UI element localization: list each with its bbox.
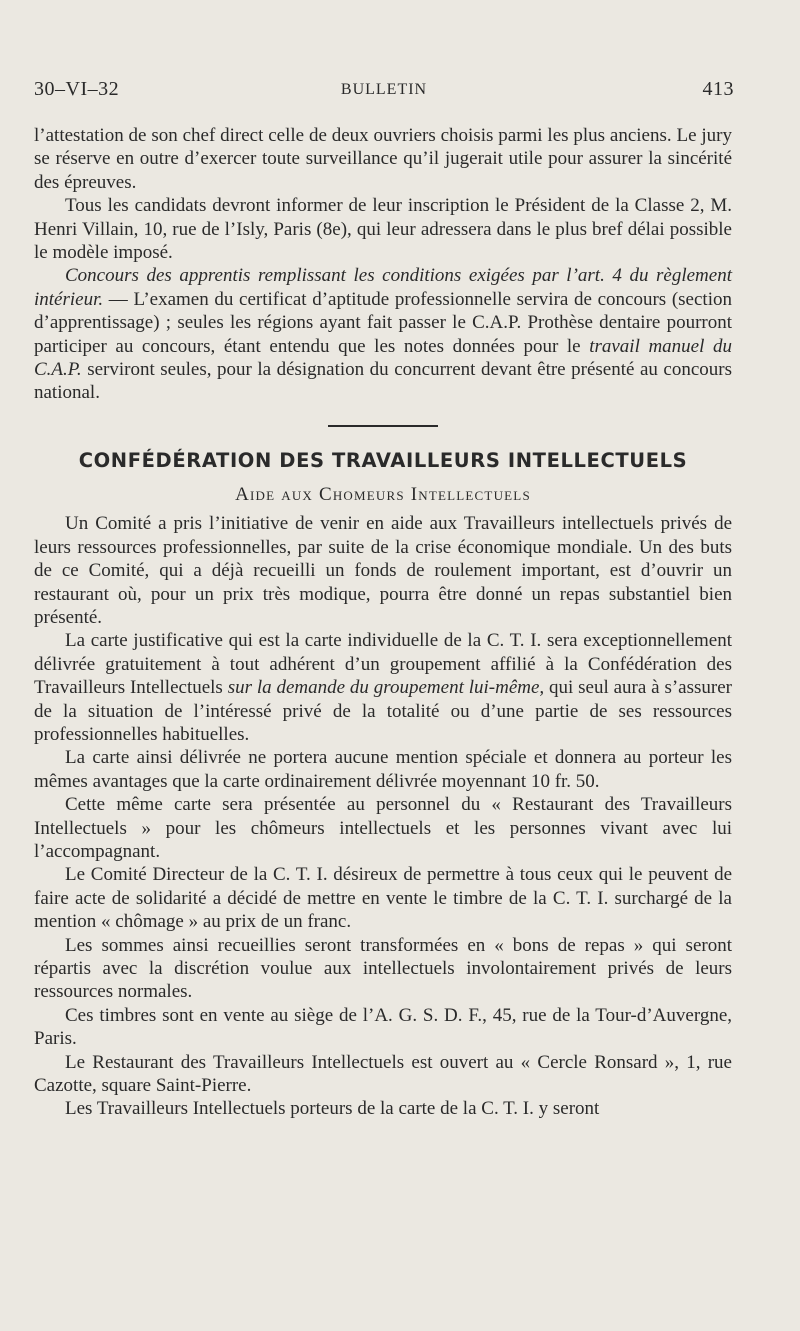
running-header [34, 78, 734, 108]
header-title: BULLETIN [340, 81, 428, 98]
page-number: 413 [702, 78, 734, 100]
apprentis-heading: Concours des apprentis remplissant les conditions exigées par l’art. 4 du règlement intérieur. [34, 265, 732, 310]
paragraph-2-text-b: qui seul aura à s’assurer de la situation de l’intéressé privé de la totalité ou d’une partie de ses ressources professionnelles habituelles. [34, 677, 732, 745]
intro-paragraph-1: l’attestation de son chef direct celle de deux ouvriers choisis parmi les plus anciens. Le jury se réserve en outre d’exercer toute surveillance qu’il jugerait utile pour assurer la sincérité des épreuves. [34, 125, 732, 193]
paragraph-1: Un Comité a pris l’initiative de venir en aide aux Travailleurs intellectuels privés de leurs ressources professionnelles, par suite de la crise économique mondiale. Un des buts de ce Comité, qui a déjà recueilli un fonds de roulement important, est d’ouvrir un restaurant où, pour un prix très modique, pourra être donné un repas substantiel bien présenté. [34, 513, 732, 628]
paragraph-6: Les sommes ainsi recueillies seront transformées en « bons de repas » qui seront répartis avec la discrétion voulue aux intellectuels involontairement privés de leurs ressources normales. [34, 934, 732, 1003]
paragraph-2-emphasis: sur la demande du groupement lui-même, [227, 677, 545, 699]
apprentis-emphasis: travail manuel du C.A.P. [34, 335, 732, 381]
page-body [34, 124, 732, 1121]
paragraph-7: Ces timbres sont en vente au siège de l’A. G. S. D. F., 45, rue de la Tour-d’Auvergne, Paris. [34, 1004, 732, 1050]
intro-paragraph-2: Tous les candidats devront informer de leur inscription le Président de la Classe 2, M. Henri Villain, 10, rue de l’Isly, Paris (8e), qui leur adressera dans le plus bref délai possible le modèle imposé. [34, 195, 732, 264]
paragraph-8: Le Restaurant des Travailleurs Intellectuels est ouvert au « Cercle Ronsard », 1, rue Cazotte, square Saint-Pierre. [34, 1051, 732, 1097]
section-title: CONFÉDÉRATION DES TRAVAILLEURS INTELLECTUELS [78, 448, 688, 472]
paragraph-4: Cette même carte sera présentée au personnel du « Restaurant des Travailleurs Intellectuels » pour les chômeurs intellectuels et les personnes vivant avec lui l’accompagnant. [34, 794, 732, 862]
section-subtitle: Aide aux Chomeurs Intellectuels [235, 483, 531, 505]
header-date: 30–VI–32 [34, 78, 120, 100]
apprentis-text-a: — L’examen du certificat d’aptitude professionnelle servira de concours (section d’apprentissage) ; seules les régions ayant fait passer le C.A.P. Prothèse dentaire pourront participer au concours, étant entendu que les notes données pour le [34, 288, 732, 357]
apprentis-text-b: serviront seules, pour la désignation du concurrent devant être présenté au concours national. [34, 359, 732, 404]
paragraph-2 [34, 629, 732, 746]
paragraph-3: La carte ainsi délivrée ne portera aucune mention spéciale et donnera au porteur les mêmes avantages que la carte ordinairement délivrée moyennant 10 fr. 50. [34, 747, 732, 792]
paragraph-9: Les Travailleurs Intellectuels porteurs de la carte de la C. T. I. y seront [65, 1098, 600, 1120]
paragraph-2-text-a: La carte justificative qui est la carte individuelle de la C. T. I. sera exceptionnellement délivrée gratuitement à tout adhérent d’un groupement affilié à la Confédération des Travailleurs Intellectuels [34, 630, 732, 699]
paragraph-5: Le Comité Directeur de la C. T. I. désireux de permettre à tous ceux qui le peuvent de faire acte de solidarité a décidé de mettre en vente le timbre de la C. T. I. surchargé de la mention « chômage » au prix de un franc. [34, 864, 732, 933]
intro-paragraph-3 [34, 264, 732, 404]
section-divider [328, 425, 438, 427]
